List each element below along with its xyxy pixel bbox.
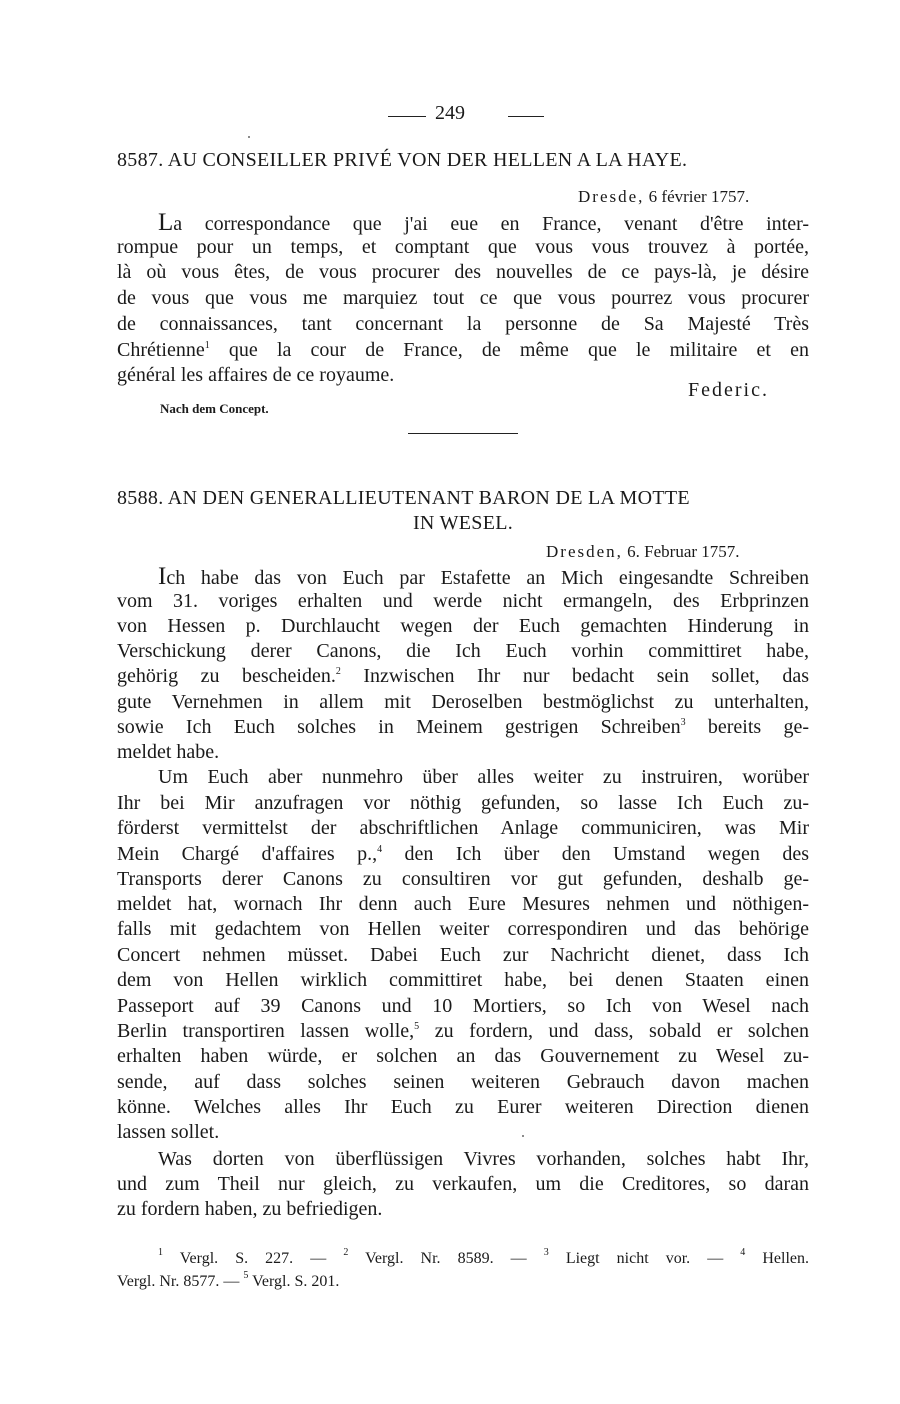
footnote-marker: 1: [158, 1247, 163, 1258]
footnote-marker[interactable]: 4: [377, 844, 383, 855]
text-span: ch habe das von Euch par Estafette an Mich eingesandte Schreiben: [166, 567, 809, 589]
text-line: dem von Hellen wirklich committiret habe, bei denen Staaten einen: [117, 969, 809, 991]
footnote-text: Liegt nicht vor. —: [548, 1250, 741, 1267]
text-line: [117, 338, 809, 363]
footnote-text: Hellen.: [745, 1250, 810, 1267]
initial-letter: I: [158, 563, 167, 590]
text-line: meldet habe.: [117, 741, 220, 763]
text-line: [117, 715, 809, 740]
text-line: Um Euch aber nunmehro über alles weiter zu instruiren, worüber: [158, 766, 809, 788]
text-span: que la cour de France, de même que le militaire et en: [209, 339, 809, 361]
text-line: [117, 842, 809, 867]
footnote-text: Vergl. Nr. 8589. —: [348, 1250, 544, 1267]
text-line: de vous que vous me marquiez tout ce que vous pourrez vous procurer: [117, 287, 809, 309]
text-line: zu fordern haben, zu befriedigen.: [117, 1198, 383, 1220]
footnote-text: Vergl. S. 201.: [248, 1273, 340, 1290]
text-line: könne. Welches alles Ihr Euch zu Eurer weiteren Direction dienen: [117, 1096, 809, 1118]
text-span: zu fordern, und dass, sobald er solchen: [419, 1020, 809, 1042]
text-line: général les affaires de ce royaume.: [117, 364, 395, 386]
footnote-marker: 3: [543, 1247, 549, 1258]
text-line: Verschickung derer Canons, die Ich Euch vorhin committiret habe,: [117, 640, 809, 662]
text-span: Berlin transportiren lassen wolle,: [117, 1020, 415, 1042]
text-line: là où vous êtes, de vous procurer des nouvelles de ce pays-là, je désire: [117, 261, 809, 283]
date-text: 6. Februar 1757.: [622, 542, 740, 561]
date-place: Dresde,: [578, 187, 645, 206]
initial-letter: L: [158, 209, 174, 236]
text-line: [158, 210, 809, 237]
text-line: vom 31. voriges erhalten und werde nicht ermangeln, des Erbprinzen: [117, 590, 809, 612]
letter-heading-line2: IN WESEL.: [412, 512, 514, 534]
scan-speck: [522, 1135, 524, 1137]
footnote-marker: 5: [243, 1270, 249, 1281]
source-note: Nach dem Concept.: [160, 401, 269, 416]
text-span: den Ich über den Umstand wegen des: [382, 843, 809, 865]
text-line: [117, 1019, 809, 1044]
footnote-marker[interactable]: 3: [680, 717, 686, 728]
footnote-marker[interactable]: 2: [335, 666, 341, 677]
text-line: meldet hat, wornach Ihr denn auch Eure Mesures nehmen und nöthigen-: [117, 893, 809, 915]
footnote-marker: 2: [343, 1247, 349, 1258]
letter-heading: 8588. AN DEN GENERALLIEUTENANT BARON DE LA MOTTE: [117, 487, 690, 509]
letter-dateline: [546, 539, 740, 564]
text-line: gute Vernehmen in allem mit Deroselben bestmöglichst zu unterhalten,: [117, 691, 809, 713]
letter-dateline: [578, 184, 749, 209]
signature: Federic.: [688, 379, 769, 401]
text-span: bereits ge-: [685, 716, 809, 738]
text-line: Passeport auf 39 Canons und 10 Mortiers, so Ich von Wesel nach: [117, 995, 809, 1017]
scan-speck: [248, 136, 250, 138]
text-span: Inzwischen Ihr nur bedacht sein sollet, das: [340, 665, 809, 687]
text-span: a correspondance que j'ai eue en France, venant d'être inter-: [173, 213, 809, 235]
text-line: Was dorten von überflüssigen Vivres vorhanden, solches habt Ihr,: [158, 1148, 809, 1170]
text-line: Concert nehmen müsset. Dabei Euch zur Nachricht dienet, dass Ich: [117, 944, 809, 966]
section-divider: [408, 433, 518, 434]
text-line: [117, 664, 809, 689]
text-span: Mein Chargé d'affaires p.,: [117, 843, 378, 865]
text-line: de connaissances, tant concernant la personne de Sa Majesté Très: [117, 313, 809, 335]
text-line: von Hessen p. Durchlaucht wegen der Euch gemachten Hinderung in: [117, 615, 809, 637]
text-span: Chrétienne: [117, 339, 205, 361]
footnote-line: [158, 1248, 809, 1270]
text-line: falls mit gedachtem von Hellen weiter correspondiren und das behörige: [117, 918, 809, 940]
text-span: sowie Ich Euch solches in Meinem gestrigen Schreiben: [117, 716, 681, 738]
footnote-marker[interactable]: 1: [204, 340, 210, 351]
footnote-marker[interactable]: 5: [414, 1021, 420, 1032]
date-text: 6 février 1757.: [644, 187, 750, 206]
page-number-rule-right: [508, 116, 544, 117]
footnote-text: Vergl. S. 227. —: [163, 1250, 344, 1267]
page-number: 249: [435, 102, 465, 124]
text-line: rompue pour un temps, et comptant que vous vous trouvez à portée,: [117, 236, 809, 258]
text-line: Ihr bei Mir anzufragen vor nöthig gefunden, so lasse Ich Euch zu-: [117, 792, 809, 814]
footnote-marker: 4: [740, 1247, 746, 1258]
text-line: lassen sollet.: [117, 1121, 220, 1143]
text-span: gehörig zu bescheiden.: [117, 665, 336, 687]
text-line: Transports derer Canons zu consultiren vor gut gefunden, deshalb ge-: [117, 868, 809, 890]
footnote-line: [117, 1271, 339, 1293]
text-line: [158, 564, 809, 591]
footnote-text: Vergl. Nr. 8577. —: [117, 1273, 244, 1290]
text-line: erhalten haben würde, er solchen an das Gouvernement zu Wesel zu-: [117, 1045, 809, 1067]
text-line: sende, auf dass solches seinen weiteren Gebrauch davon machen: [117, 1071, 809, 1093]
text-line: förderst vermittelst der abschriftlichen Anlage communiciren, was Mir: [117, 817, 809, 839]
text-line: und zum Theil nur gleich, zu verkaufen, um die Creditores, so daran: [117, 1173, 809, 1195]
letter-heading: 8587. AU CONSEILLER PRIVÉ VON DER HELLEN A LA HAYE.: [117, 149, 688, 171]
date-place: Dresden,: [546, 542, 623, 561]
